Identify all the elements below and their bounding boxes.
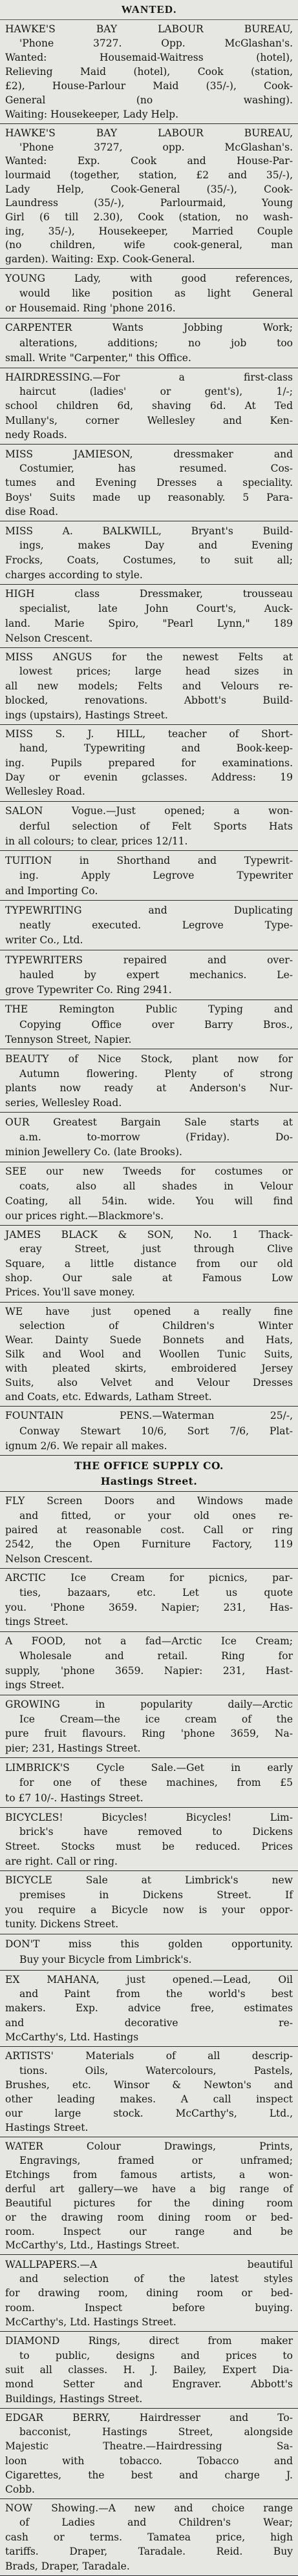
ad-line: land. Marie Spiro, "Pearl Lynn," 189 — [5, 617, 293, 629]
ad-line: (no children, wife cook-general, man — [5, 239, 293, 251]
ad-line: you require a Bicycle now is your oppor- — [5, 1903, 293, 1916]
ad-line: tariffs. Draper, Taradale. Reid. Buy — [5, 2546, 293, 2558]
ad-body — [5, 585, 293, 647]
ad-body — [5, 1303, 293, 1406]
ad-line: Hastings Street. — [100, 1474, 198, 1487]
ad-line: Day or evenin gclasses. Address: 19 — [5, 771, 293, 784]
classified-ad-hairdressing — [0, 368, 298, 445]
ad-line: of Ladies and Children's Wear; — [19, 2517, 293, 2529]
ad-body — [5, 368, 293, 445]
ad-line: ing. Apply Legrove Typewriter — [19, 870, 293, 882]
ad-line: YOUNG Lady, with good references, — [5, 272, 293, 284]
classified-ad-bargain-sale — [0, 1113, 298, 1162]
ad-line: series, Wellesley Road. — [5, 1096, 122, 1109]
ad-body — [5, 901, 293, 950]
ad-line: hand, Typewriting and Book-keep- — [19, 742, 293, 755]
ad-line: to public, designs and prices to — [19, 2349, 293, 2361]
ad-line: Etchings from famous artists, a won- — [5, 2169, 293, 2181]
classified-ad-tuition — [0, 851, 298, 901]
ad-body — [5, 124, 293, 268]
ad-body — [5, 1162, 293, 1225]
ad-line: tumes and Evening Dresses a speciality. — [5, 477, 293, 489]
ad-line: charges according to style. — [5, 569, 143, 581]
ad-line: neatly executed. Legrove Type- — [19, 919, 293, 932]
ad-body — [5, 1049, 293, 1112]
ad-line: Majestic Theatre.—Hairdressing Sa- — [5, 2440, 293, 2453]
classified-ad-miss-hill — [0, 725, 298, 802]
ad-body — [5, 521, 293, 584]
ad-body — [5, 1000, 293, 1049]
ad-body — [5, 1226, 293, 1302]
ad-line: Suits, also Velvet and Velour Dresses — [5, 1376, 293, 1388]
ad-line: Wanted: Exp. Cook and House-Par- — [5, 155, 293, 167]
ad-line: a.m. to-morrow (Friday). Do- — [19, 1131, 293, 1144]
ad-line: our prices right.—Blackmore's. — [5, 1209, 164, 1222]
ad-line: BEAUTY of Nice Stock, plant now for — [5, 1052, 293, 1065]
ad-line: Wellesley Road. — [5, 786, 85, 798]
ad-body — [5, 1758, 293, 1807]
ad-line: lourmaid (together, station, £2 and 35/-), — [5, 169, 293, 181]
ad-line: Wear. Dainty Suede Bonnets and Hats, — [5, 1334, 293, 1346]
ad-line: ings (upstairs), Hastings Street. — [5, 709, 168, 721]
ad-line: pure fruit flavours. Ring 'phone 3659, Na- — [5, 1728, 293, 1740]
ad-line: MISS S. J. HILL, teacher of Short- — [5, 728, 293, 740]
classified-ad-beauty — [0, 1049, 298, 1113]
ad-line: NOW Showing.—A new and choice range — [5, 2502, 293, 2515]
ad-line: and selection of the latest styles — [19, 2272, 293, 2285]
ad-line: HAIRDRESSING.—For a first-class — [5, 371, 293, 383]
ad-line: Coating, all 54in. wide. You will find — [5, 1195, 293, 1207]
ad-body — [5, 2332, 293, 2408]
ad-line: £2), House-Parlour Maid (35/-), Cook- — [5, 79, 293, 92]
ad-line: or Housemaid. Ring 'phone 2016. — [5, 302, 176, 315]
ad-line: THE OFFICE SUPPLY CO. — [74, 1459, 224, 1472]
ad-line: Girl (6 till 2.30), Cook (station, no wash- — [5, 211, 293, 224]
ad-line: Lady Help, Cook-General (35/-), Cook- — [5, 183, 293, 195]
classified-ad-edgar-berry — [0, 2409, 298, 2499]
ad-line: Cigarettes, the best and charge J. — [5, 2469, 293, 2481]
ad-body — [5, 445, 293, 521]
ad-line: HAWKE'S BAY LABOUR BUREAU, — [5, 23, 293, 35]
classified-ad-bicycle-sale — [0, 1871, 298, 1934]
ad-body — [5, 1695, 293, 1758]
ad-line: WALLPAPERS.—A beautiful — [5, 2258, 293, 2270]
ad-line: SALON Vogue.—Just opened; a won- — [5, 805, 293, 817]
ad-line: dise Road. — [5, 506, 59, 518]
ad-line: Hastings Street. — [5, 2122, 89, 2134]
ad-line: WE have just opened a really fine — [5, 1305, 293, 1317]
ad-line: Waiting: Housekeeper, Lady Help. — [5, 108, 179, 120]
ad-line: plants now ready at Anderson's Nur- — [5, 1082, 293, 1094]
classified-ad-artists — [0, 2047, 298, 2137]
ad-line: or the drawing room dining room or bed- — [5, 2211, 293, 2223]
ad-line: Laundress (35/-), Parlourmaid, Young — [5, 197, 293, 209]
ad-line: Buildings, Hastings Street. — [5, 2393, 143, 2405]
ad-line: nedy Roads. — [5, 429, 67, 441]
ad-line: LIMBRICK'S Cycle Sale.—Get in early — [5, 1762, 293, 1774]
ad-line: for one of these machines, from £5 — [19, 1777, 293, 1789]
ad-line: our large stock. McCarthy's, Ltd., — [5, 2108, 293, 2120]
classified-ad-fly-screen — [0, 1492, 298, 1569]
ad-body — [5, 2137, 293, 2254]
ad-line: General (no washing). — [5, 94, 293, 106]
ad-line: with pleated skirts, embroidered Jersey — [5, 1362, 293, 1374]
ad-line: all new models; Felts and Velours re- — [5, 680, 293, 692]
ad-line: BICYCLES! Bicycles! Bicycles! Lim- — [5, 1811, 293, 1823]
ad-body — [5, 1569, 293, 1631]
classified-ad-remington — [0, 1000, 298, 1050]
ad-line: DON'T miss this golden opportunity. — [5, 1938, 293, 1951]
classified-ad-office-supply — [0, 1456, 298, 1492]
ad-line: HIGH class Dressmaker, trousseau — [5, 588, 293, 600]
ad-line: blocked, renovations. Abbott's Build- — [5, 695, 293, 707]
ad-line: lowest prices; large head sizes in — [19, 665, 293, 678]
ad-line: OUR Greatest Bargain Sale starts at — [5, 1116, 293, 1128]
ad-line: EX MAHANA, just opened.—Lead, Oil — [5, 1973, 293, 1985]
ad-line: 2542, the Open Furniture Factory, 119 — [5, 1538, 293, 1551]
ad-line: writer Co., Ltd. — [5, 934, 83, 947]
ad-line: Engravings, framed or unframed; — [19, 2155, 293, 2167]
ad-line: FLY Screen Doors and Windows made — [5, 1495, 293, 1507]
ad-line: for drawing room, dining room or bed- — [5, 2287, 293, 2299]
classified-ad-hawkes-bay-2 — [0, 124, 298, 269]
classified-ad-fountain-pens — [0, 1407, 298, 1456]
ad-line: Brads, Draper, Taradale. — [5, 2560, 130, 2572]
ad-line: Beautiful pictures for the dining room — [5, 2197, 293, 2209]
ad-line: Street. Stocks must be reduced. Prices — [5, 1840, 293, 1852]
ad-line: room. Inspect before buying. — [5, 2301, 293, 2314]
ad-line: garden). Waiting: Exp. Cook-General. — [5, 253, 195, 266]
classified-ad-bicycles — [0, 1808, 298, 1871]
ad-line: WATER Colour Drawings, Prints, — [5, 2141, 293, 2153]
ad-line: tions. Oils, Watercolours, Pastels, — [19, 2064, 293, 2077]
ad-line: derful selection of Felt Sports Hats — [19, 820, 293, 832]
ad-line: loon with tobacco. Tobacco and — [5, 2455, 293, 2467]
ad-line: grove Typewriter Co. Ring 2941. — [5, 984, 172, 996]
ad-line: DIAMOND Rings, direct from maker — [5, 2335, 293, 2347]
ad-body — [5, 950, 293, 1000]
ad-line: would like position as light General — [19, 287, 293, 299]
ad-body — [5, 2255, 293, 2331]
ad-line: mond Setter and Engraver. Abbott's — [5, 2378, 293, 2391]
ad-line: HAWKE'S BAY LABOUR BUREAU, — [5, 127, 293, 139]
ad-line: Boys' Suits made up reasonably. 5 Para- — [5, 491, 293, 503]
ad-line: coats, also all shades in Velour — [19, 1180, 293, 1193]
ad-line: minion Jewellery Co. (late Brooks). — [5, 1146, 182, 1158]
classified-ad-miss-angus — [0, 648, 298, 725]
ad-line: Prices. You'll save money. — [5, 1286, 135, 1299]
ad-line: shop. Our sale at Famous Low — [5, 1272, 293, 1284]
ad-body — [5, 1456, 293, 1491]
ad-line: Autumn flowering. Plenty of strong — [19, 1067, 293, 1080]
classified-ad-typewriting — [0, 901, 298, 950]
ad-line: and Paint from the world's best — [19, 1988, 293, 2000]
ad-line: SEE our new Tweeds for costumes or — [5, 1166, 293, 1178]
classified-ad-water-colour — [0, 2137, 298, 2255]
ad-line: Cobb. — [5, 2483, 35, 2495]
ad-line: hauled by expert mechanics. Le- — [19, 969, 293, 981]
classified-ad-golden-opportunity — [0, 1934, 298, 1971]
classified-ad-salon-vogue — [0, 802, 298, 852]
ad-body — [5, 725, 293, 801]
classified-ad-arctic-ice-cream — [0, 1569, 298, 1632]
classified-ad-ex-mahana — [0, 1971, 298, 2047]
ad-line: alterations, additions; no job too — [19, 337, 293, 349]
ad-body — [5, 20, 293, 123]
ad-line: you. 'Phone 3659. Napier; 231, Has- — [5, 1601, 293, 1613]
ad-line: and Coats, etc. Edwards, Latham Street. — [5, 1390, 212, 1403]
ad-line: EDGAR BERRY, Hairdresser and To- — [5, 2412, 293, 2424]
ad-line: haircut (ladies' or gent's), 1/-; — [19, 386, 293, 398]
ad-line: A FOOD, not a fad—Arctic Ice Cream; — [5, 1635, 293, 1648]
ad-line: Ice Cream—the ice cream of the — [19, 1713, 293, 1725]
ad-body — [5, 1971, 293, 2047]
ad-line: Conway Stewart 10/6, Sort 7/6, Plat- — [19, 1425, 293, 1437]
ad-body — [5, 851, 293, 900]
ad-body — [5, 648, 293, 724]
ad-line: Nelson Crescent. — [5, 1553, 93, 1565]
ad-body — [5, 1871, 293, 1934]
ad-line: 'Phone 3727, opp. McGlashan's. — [19, 141, 293, 153]
ad-body — [5, 1934, 293, 1970]
ad-line: ings, makes Day and Evening — [19, 539, 293, 552]
classified-ad-miss-jamieson — [0, 445, 298, 521]
ad-line: are right. Call or ring. — [5, 1855, 118, 1867]
ad-line: Buy your Bicycle from Limbrick's. — [19, 1954, 192, 1966]
ad-line: Costumier, has resumed. Cos- — [19, 462, 293, 474]
ad-line: and fitted, or your old ones re- — [19, 1509, 293, 1522]
classified-ad-wallpapers — [0, 2255, 298, 2332]
ad-line: Brushes, etc. Winsor & Newton's and — [5, 2079, 293, 2091]
ad-line: selection of Children's Winter — [19, 1319, 293, 1332]
ad-line: pier; 231, Hastings Street. — [5, 1743, 141, 1755]
ad-body — [5, 1492, 293, 1568]
ad-line: small. Write "Carpenter," this Office. — [5, 351, 191, 364]
ad-line: Copying Office over Barry Bros., — [19, 1018, 293, 1031]
ad-line: McCarthy's, Ltd. Hastings Street. — [5, 2316, 176, 2328]
ad-line: JAMES BLACK & SON, No. 1 Thack- — [5, 1229, 293, 1241]
classified-ad-now-showing — [0, 2499, 298, 2576]
ad-line: 'Phone 3727. Opp. McGlashan's. — [19, 37, 293, 49]
ad-line: room. Inspect our range and be — [5, 2225, 293, 2237]
ad-body — [5, 2499, 293, 2575]
ad-line: ties, bazaars, etc. Let us quote — [19, 1587, 293, 1599]
ad-line: TYPEWRITING and Duplicating — [5, 904, 293, 916]
ad-line: brick's have removed to Dickens — [19, 1826, 293, 1838]
classified-ad-young-lady — [0, 269, 298, 319]
ad-line: Nelson Crescent. — [5, 632, 93, 644]
ad-body — [5, 2409, 293, 2498]
ad-line: ings Street. — [5, 1679, 65, 1691]
ad-line: specialist, late John Court's, Auck- — [19, 603, 293, 615]
ad-line: ing, 35/-), Housekeeper, Married Couple — [5, 225, 293, 237]
ad-line: to £7 10/-. Hastings Street. — [5, 1792, 144, 1804]
ad-line: CARPENTER Wants Jobbing Work; — [5, 322, 293, 334]
classified-ad-diamond-rings — [0, 2332, 298, 2409]
ad-line: MISS A. BALKWILL, Bryant's Build- — [5, 525, 293, 537]
ad-line: cash or terms. Tamatea price, high — [5, 2531, 293, 2543]
ad-line: Frocks, Coats, Costumes, to suit all; — [5, 554, 293, 567]
ad-line: Square, a little distance from our old — [5, 1257, 293, 1270]
ad-line: Mullany's, corner Wellesley and Ken- — [5, 414, 293, 426]
ad-line: makers. Exp. advice free, estimates — [5, 2002, 293, 2015]
ad-line: ARTISTS' Materials of all descrip- — [5, 2050, 293, 2062]
ad-line: other leading makes. A call inspect — [5, 2093, 293, 2105]
ad-line: TUITION in Shorthand and Typewrit- — [5, 855, 293, 867]
ad-line: Wanted: Housemaid-Waitress (hotel), — [5, 51, 293, 63]
classified-ad-carpenter — [0, 319, 298, 368]
classified-ad-typewriters — [0, 950, 298, 1000]
ad-body — [5, 802, 293, 851]
ad-line: McCarthy's, Ltd. Hastings — [5, 2031, 139, 2044]
ad-body — [5, 1632, 293, 1695]
ad-line: GROWING in popularity daily—Arctic — [5, 1698, 293, 1710]
ad-line: ing. Pupils prepared for examinations. — [5, 757, 293, 769]
ad-line: suit all classes. H. J. Bailey, Expert Dia- — [5, 2364, 293, 2376]
ad-line: TYPEWRITERS repaired and over- — [5, 954, 293, 966]
classified-ads-list — [0, 20, 298, 2576]
ad-body — [5, 2047, 293, 2137]
ad-body — [5, 319, 293, 368]
ad-line: Relieving Maid (hotel), Cook (station, — [5, 65, 293, 78]
ad-line: McCarthy's, Ltd., Hastings Street. — [5, 2239, 180, 2252]
ad-body — [5, 269, 293, 318]
ad-line: derful art gallery—we have a big range of — [5, 2183, 293, 2195]
ad-body — [5, 1113, 293, 1162]
ad-line: Tennyson Street, Napier. — [5, 1033, 132, 1045]
ad-line: school children 6d, shaving 6d. At Ted — [5, 400, 293, 412]
classified-ad-limbrick-sale — [0, 1758, 298, 1808]
classified-ad-tweeds — [0, 1162, 298, 1226]
section-title: WANTED. — [0, 0, 298, 20]
ad-line: and Importing Co. — [5, 885, 98, 897]
ad-line: ARCTIC Ice Cream for picnics, par- — [5, 1572, 293, 1584]
ad-body — [5, 1407, 293, 1456]
ad-line: in all colours; to clear, prices 12/11. — [5, 835, 188, 847]
ad-line: premises in Dickens Street. If — [19, 1889, 293, 1901]
ad-line: supply, 'phone 3659. Napier: 231, Hast- — [5, 1664, 293, 1677]
ad-line: MISS ANGUS for the newest Felts at — [5, 651, 293, 664]
ad-line: eray Street, just through Clive — [19, 1243, 293, 1255]
classified-ad-high-class-dressmaker — [0, 585, 298, 648]
ad-body — [5, 1808, 293, 1870]
ad-line: ignum 2/6. We repair all makes. — [5, 1440, 167, 1452]
classified-ad-food — [0, 1632, 298, 1695]
ad-line: tunity. Dickens Street. — [5, 1918, 119, 1931]
ad-line: THE Remington Public Typing and — [5, 1003, 293, 1016]
classified-ad-miss-bakwill — [0, 521, 298, 585]
ad-line: tings Street. — [5, 1616, 69, 1628]
ad-line: and decorative re- — [5, 2016, 293, 2029]
ad-line: FOUNTAIN PENS.—Waterman 25/-, — [5, 1410, 293, 1422]
classified-ad-hawkes-bay-1 — [0, 20, 298, 124]
ad-line: Wholesale and retail. Ring for — [19, 1649, 293, 1662]
classified-ad-james-black — [0, 1226, 298, 1303]
ad-line: BICYCLE Sale at Limbrick's new — [5, 1874, 293, 1887]
classified-ad-growing — [0, 1695, 298, 1759]
ad-line: paired at reasonable cost. Call or ring — [5, 1524, 293, 1536]
classified-ad-childrens-wear — [0, 1303, 298, 1407]
ad-line: bacconist, Hastings Street, alongside — [19, 2426, 293, 2438]
ad-line: Silk and Wool and Woollen Tunic Suits, — [5, 1348, 293, 1360]
ad-line: MISS JAMIESON, dressmaker and — [5, 448, 293, 460]
